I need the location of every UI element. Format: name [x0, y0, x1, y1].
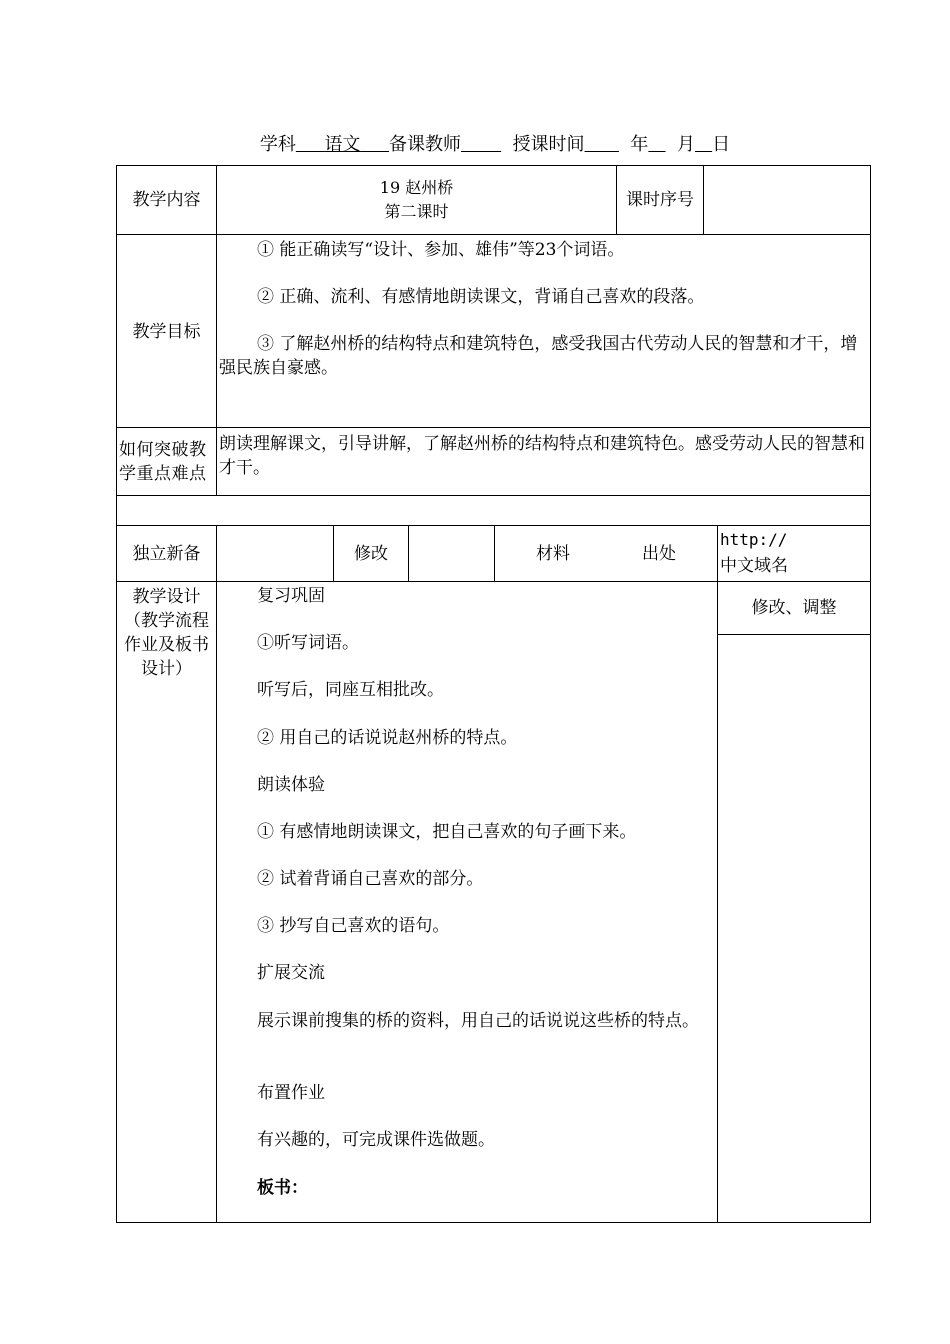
- teacher-label: 备课教师: [389, 134, 462, 155]
- document-header: [0, 130, 950, 156]
- design-label: 教学设计（教学流程作业及板书设计）: [124, 587, 209, 679]
- content-label: 教学内容: [132, 190, 201, 210]
- design-line: ② 用自己的话说说赵州桥的特点。: [257, 728, 518, 748]
- subject-label: 学科: [259, 134, 296, 155]
- prep-value[interactable]: [217, 526, 332, 581]
- prep-label: 独立新备: [132, 544, 201, 564]
- material-label: 材料: [536, 544, 570, 564]
- teacher-blank: [461, 134, 501, 155]
- design-line: 复习巩固: [257, 586, 325, 606]
- design-line: 朗读体验: [257, 775, 325, 795]
- goal-1: ① 能正确读写“设计、参加、雄伟”等23个词语。: [257, 240, 625, 260]
- design-line: 有兴趣的，可完成课件选做题。: [257, 1130, 495, 1150]
- modify-label: 修改: [354, 544, 388, 564]
- goal-2: ② 正确、流利、有感情地朗读课文，背诵自己喜欢的段落。: [257, 287, 705, 307]
- key-points-label: 如何突破教学重点难点: [119, 440, 207, 484]
- design-line: ① 有感情地朗读课文，把自己喜欢的句子画下来。: [257, 822, 637, 842]
- lesson-period-text: 第二课时: [384, 202, 449, 221]
- source-url[interactable]: http://: [720, 530, 788, 549]
- year-label: 年: [630, 134, 649, 155]
- day-label: 日: [712, 134, 731, 155]
- design-line: 展示课前搜集的桥的资料，用自己的话说说这些桥的特点。: [257, 1011, 699, 1031]
- design-line: 布置作业: [257, 1083, 325, 1103]
- design-line: 扩展交流: [257, 963, 325, 983]
- adjust-label: 修改、调整: [751, 598, 837, 618]
- period-number-label: 课时序号: [626, 190, 694, 210]
- year-blank: [648, 134, 665, 155]
- period-number-value[interactable]: [704, 166, 870, 234]
- design-line: 听写后，同座互相批改。: [257, 680, 444, 700]
- design-line: ② 试着背诵自己喜欢的部分。: [257, 869, 484, 889]
- month-blank: [695, 134, 712, 155]
- key-points-text: 朗读理解课文，引导讲解，了解赵州桥的结构特点和建筑特色。感受劳动人民的智慧和才干。: [219, 434, 865, 478]
- month-label: 月: [676, 134, 695, 155]
- design-line: ①听写词语。: [257, 633, 359, 653]
- source-label: 出处: [642, 544, 676, 564]
- blackboard-label: 板书：: [257, 1178, 308, 1198]
- goals-label: 教学目标: [132, 322, 201, 342]
- time-blank: [585, 134, 619, 155]
- design-line: ③ 抄写自己喜欢的语句。: [257, 916, 450, 936]
- goal-3: ③ 了解赵州桥的结构特点和建筑特色，感受我国古代劳动人民的智慧和才干，增强民族自豪感。: [219, 334, 858, 378]
- source-domain: 中文域名: [720, 556, 788, 576]
- time-label: 授课时间: [512, 134, 585, 155]
- subject-value: 语文: [324, 134, 361, 155]
- lesson-title: 19 赵州桥: [379, 178, 454, 197]
- modify-value[interactable]: [409, 526, 493, 581]
